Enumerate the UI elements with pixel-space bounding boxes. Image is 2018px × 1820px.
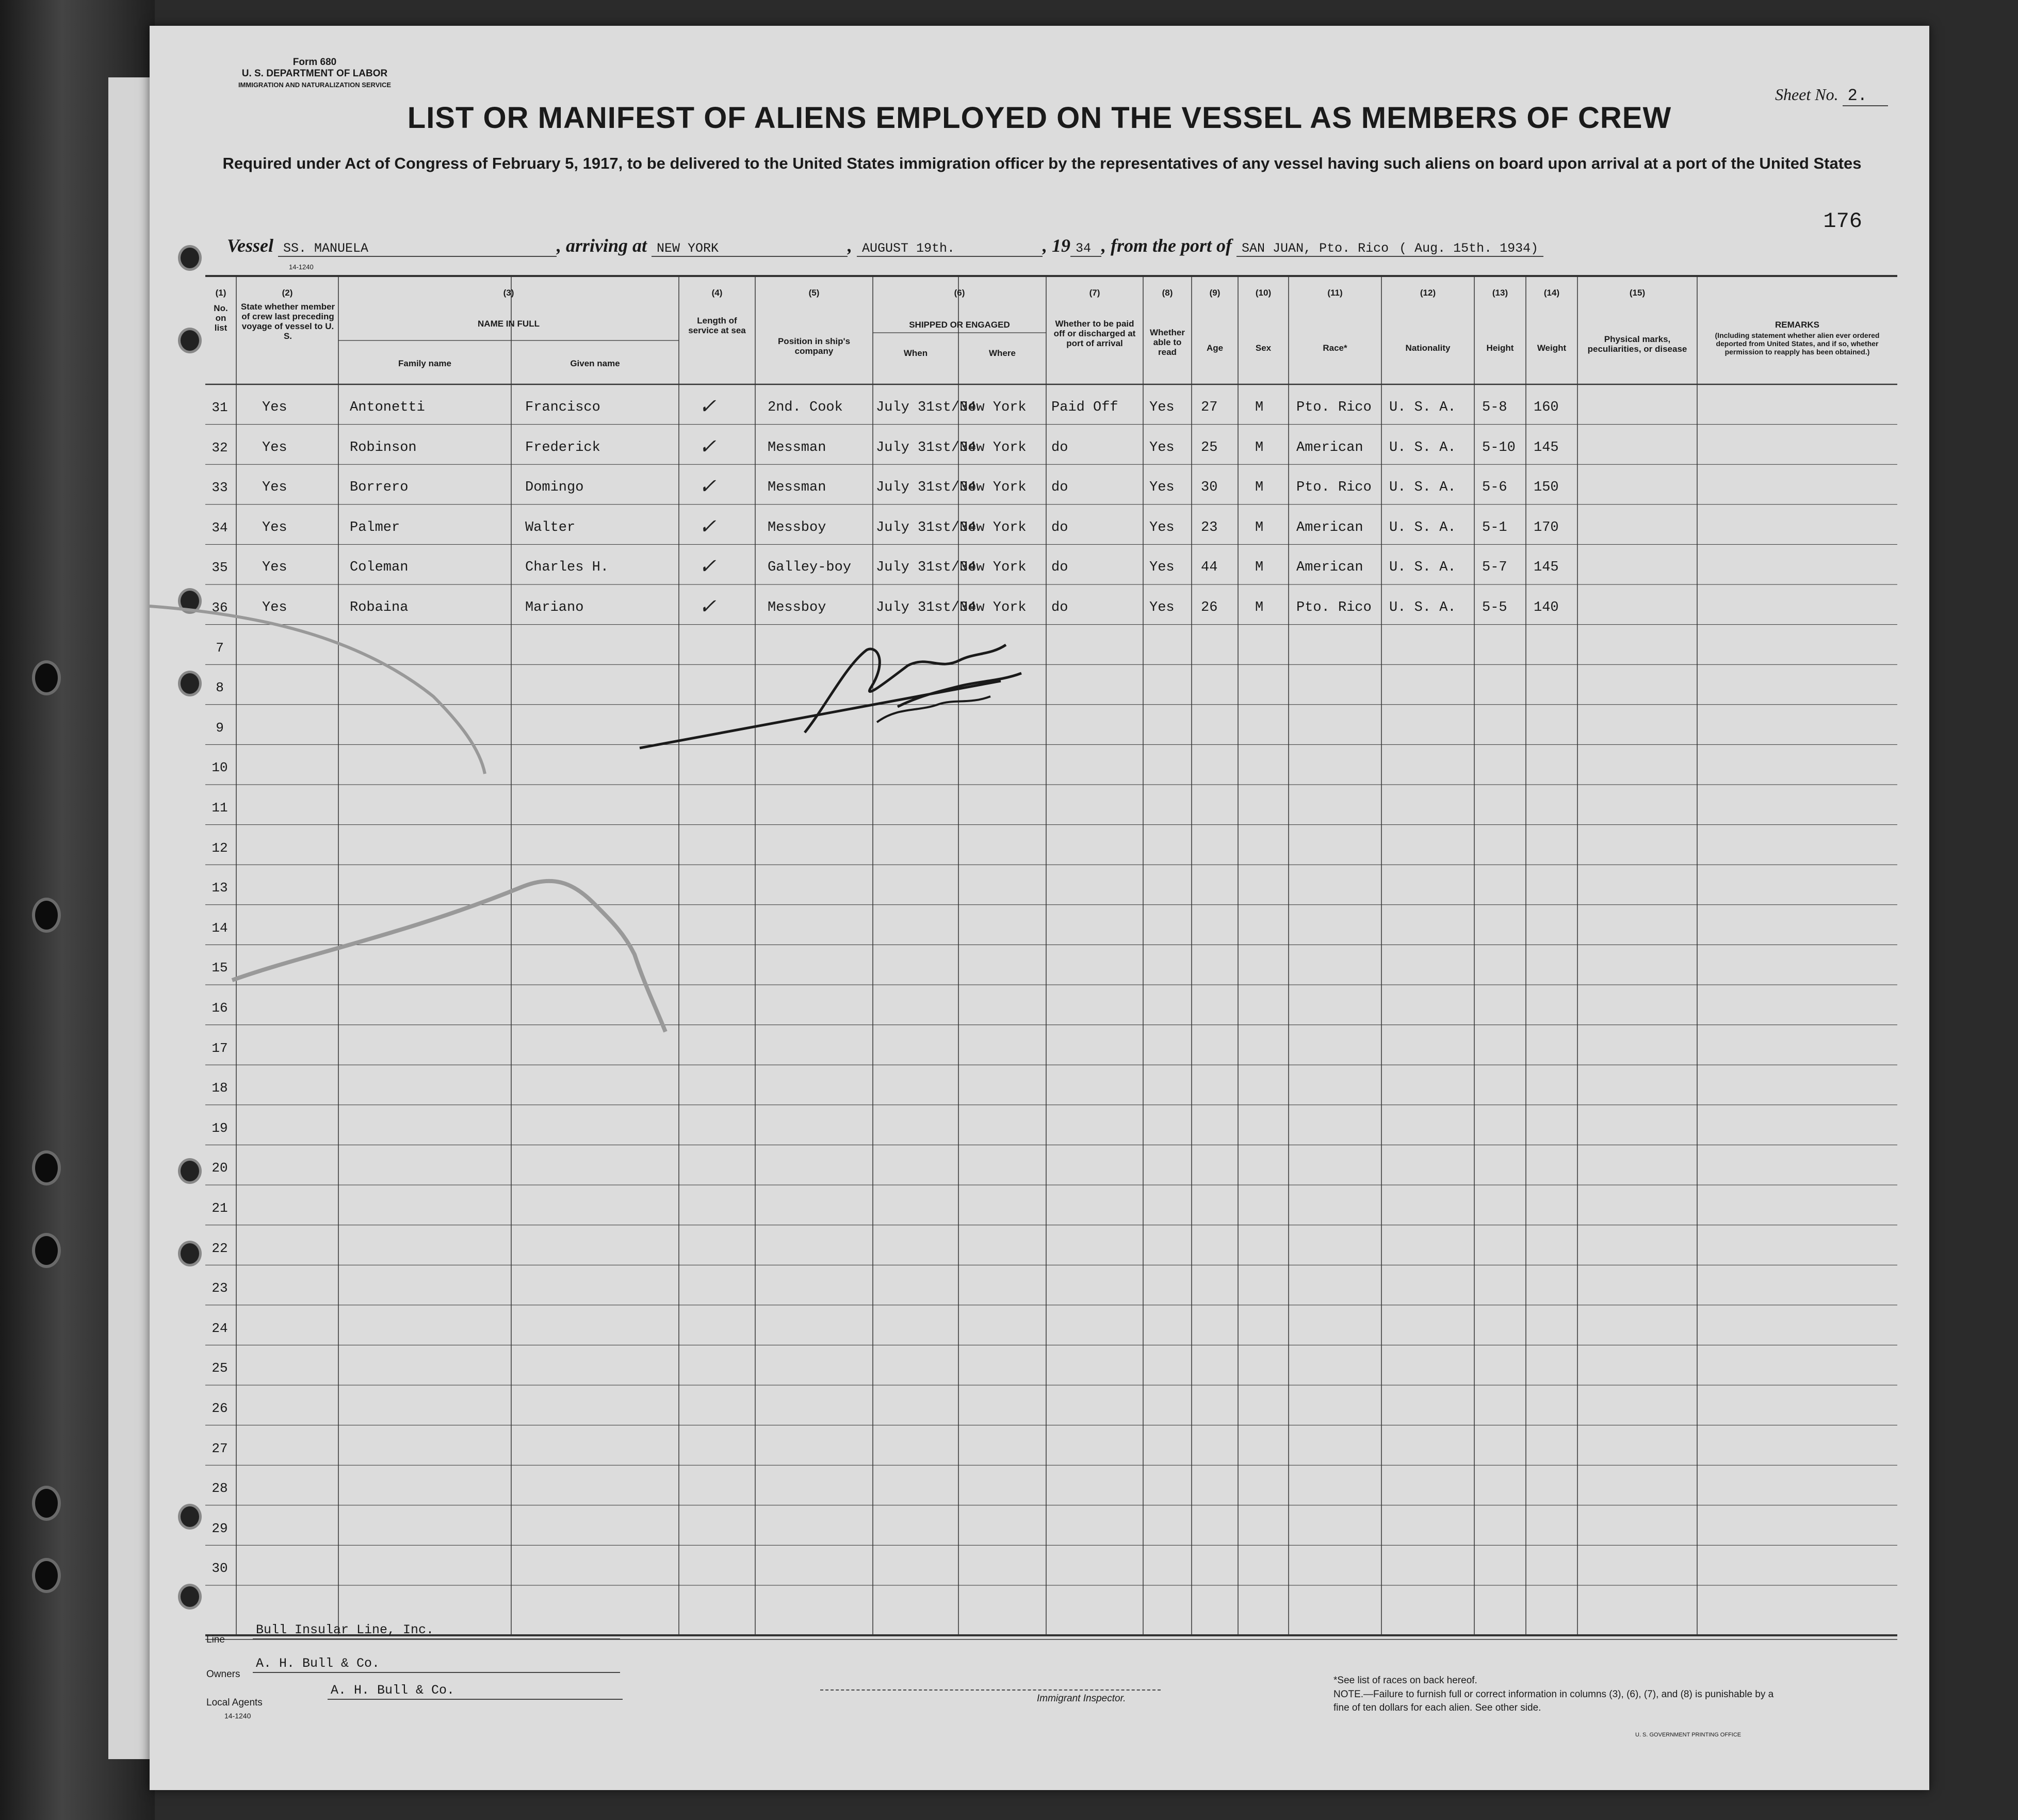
cell-height: 5-8 — [1482, 400, 1507, 415]
arriving-port: NEW YORK — [652, 241, 848, 257]
cell-weight: 145 — [1534, 440, 1559, 456]
col5-number: (5) — [808, 288, 820, 298]
row-number: 23 — [211, 1280, 228, 1296]
cell-age: 23 — [1201, 519, 1218, 535]
cell-sex: M — [1255, 480, 1264, 496]
cell-family-name: Coleman — [350, 560, 409, 576]
cell-weight: 170 — [1534, 519, 1559, 535]
form-code-top: 14-1240 — [289, 263, 314, 271]
row-number: 32 — [211, 440, 228, 456]
vessel-label: Vessel — [227, 235, 273, 256]
cell-family-name: Antonetti — [350, 400, 425, 415]
col5-header: Position in ship's company — [777, 336, 851, 356]
form-number: Form 680 — [292, 57, 337, 68]
cell-nationality: U. S. A. — [1389, 519, 1456, 535]
cell-weight: 145 — [1534, 560, 1559, 576]
cell-age: 27 — [1201, 400, 1218, 415]
owners-label: Owners — [206, 1669, 240, 1680]
row-number: 8 — [216, 680, 224, 696]
form-identifier — [206, 57, 423, 91]
paper-tear — [150, 593, 820, 1058]
cell-crew: Yes — [262, 440, 287, 456]
col3-number: (3) — [503, 288, 514, 298]
binder-hole — [32, 1233, 61, 1268]
races-note: *See list of races on back hereof. — [1333, 1675, 1477, 1686]
col9-header: Age — [1206, 343, 1224, 353]
cell-position: Messman — [768, 480, 826, 496]
row-number: 34 — [211, 519, 228, 535]
remarks-header: REMARKS — [1775, 320, 1819, 330]
punch-hole — [178, 328, 202, 353]
punch-hole — [178, 1241, 202, 1266]
cell-weight: 160 — [1534, 400, 1559, 415]
cell-age: 25 — [1201, 440, 1218, 456]
service-name: IMMIGRATION AND NATURALIZATION SERVICE — [238, 81, 392, 89]
agents-value: A. H. Bull & Co. — [328, 1683, 623, 1700]
sheet-label: Sheet No. — [1775, 85, 1838, 104]
cell-sex: M — [1255, 519, 1264, 535]
cell-weight: 150 — [1534, 480, 1559, 496]
check-mark-icon: ✓ — [697, 595, 721, 619]
cell-given-name: Francisco — [525, 400, 600, 415]
page-title: LIST OR MANIFEST OF ALIENS EMPLOYED ON THE VESSEL AS MEMBERS OF CREW — [407, 101, 1672, 135]
row-number: 22 — [211, 1240, 228, 1256]
cell-age: 44 — [1201, 560, 1218, 576]
col14-number: (14) — [1543, 288, 1560, 298]
page-subtitle: Required under Act of Congress of February 5, 1917, to be delivered to the United States immigration officer by the representatives of any vessel having such aliens on board upon arrival at a port of the United States — [222, 154, 1862, 172]
col2-number: (2) — [282, 288, 293, 298]
sheet-value: 2. — [1843, 86, 1888, 106]
from-port: SAN JUAN, Pto. Rico — [1236, 241, 1394, 257]
cell-age: 30 — [1201, 480, 1218, 496]
row-number: 33 — [211, 480, 228, 496]
cell-crew: Yes — [262, 400, 287, 415]
row-number: 25 — [211, 1360, 228, 1376]
cell-shipped-where: New York — [959, 600, 1027, 615]
cell-paid-off: do — [1051, 480, 1068, 496]
cell-race: Pto. Rico — [1296, 600, 1372, 615]
manifest-page — [150, 26, 1929, 1790]
inspector-label: Immigrant Inspector. — [1037, 1693, 1126, 1704]
departure-date: ( Aug. 15th. 1934) — [1394, 241, 1543, 257]
cell-family-name: Robinson — [350, 440, 417, 456]
row-number: 10 — [211, 760, 228, 776]
cell-race: American — [1296, 519, 1363, 535]
row-number: 26 — [211, 1401, 228, 1416]
row-number: 7 — [216, 640, 224, 656]
vessel-line: Vessel SS. MANUELA , arriving at NEW YORK , AUGUST 19th. , 19 34 , from the port of SAN JUAN, Pto. Rico ( Aug. 15th. 1934) — [227, 235, 1878, 257]
check-mark-icon: ✓ — [697, 434, 721, 459]
cell-given-name: Mariano — [525, 600, 584, 615]
cell-able-to-read: Yes — [1149, 400, 1175, 415]
col10-number: (10) — [1255, 288, 1272, 298]
col3-family-header: Family name — [398, 359, 451, 368]
cell-shipped-when: July 31st/34 — [876, 440, 977, 456]
cell-crew: Yes — [262, 480, 287, 496]
check-mark-icon: ✓ — [697, 475, 721, 499]
binder-hole — [32, 1150, 61, 1185]
year-suffix: 34 — [1070, 241, 1101, 257]
cell-height: 5-1 — [1482, 519, 1507, 535]
col4-header: Length of service at sea — [688, 316, 746, 335]
department-name: U. S. DEPARTMENT OF LABOR — [241, 68, 388, 79]
arriving-label: , arriving at — [557, 235, 647, 256]
col11-header: Race* — [1323, 343, 1347, 353]
cell-given-name: Charles H. — [525, 560, 609, 576]
cell-shipped-when: July 31st/34 — [876, 400, 977, 415]
cell-paid-off: do — [1051, 519, 1068, 535]
col12-header: Nationality — [1405, 343, 1451, 353]
row-number: 19 — [211, 1120, 228, 1136]
col3-given-header: Given name — [570, 359, 620, 368]
cell-able-to-read: Yes — [1149, 560, 1175, 576]
cell-race: American — [1296, 560, 1363, 576]
col1-number: (1) — [215, 288, 226, 298]
col8-number: (8) — [1162, 288, 1173, 298]
owners-value: A. H. Bull & Co. — [253, 1656, 620, 1673]
cell-height: 5-7 — [1482, 560, 1507, 576]
col11-number: (11) — [1327, 288, 1343, 298]
cell-position: Messman — [768, 440, 826, 456]
row-number: 16 — [211, 1000, 228, 1016]
cell-family-name: Robaina — [350, 600, 409, 615]
cell-position: Messboy — [768, 600, 826, 615]
cell-age: 26 — [1201, 600, 1218, 615]
cell-race: Pto. Rico — [1296, 480, 1372, 496]
cell-nationality: U. S. A. — [1389, 440, 1456, 456]
cell-nationality: U. S. A. — [1389, 600, 1456, 615]
cell-height: 5-10 — [1482, 440, 1516, 456]
agents-label: Local Agents — [206, 1697, 263, 1708]
check-mark-icon: ✓ — [697, 514, 721, 539]
cell-family-name: Palmer — [350, 519, 400, 535]
cell-sex: M — [1255, 400, 1264, 415]
cell-crew: Yes — [262, 560, 287, 576]
punch-hole — [178, 1584, 202, 1610]
inspector-line — [820, 1689, 1161, 1691]
cell-position: Messboy — [768, 519, 826, 535]
col13-number: (13) — [1492, 288, 1508, 298]
cell-nationality: U. S. A. — [1389, 400, 1456, 415]
col12-number: (12) — [1420, 288, 1436, 298]
cell-crew: Yes — [262, 519, 287, 535]
penalty-note: NOTE.—Failure to furnish full or correct information in columns (3), (6), (7), and (8) is punishable by a fine of ten dollars for each alien. See other side. — [1333, 1689, 1774, 1713]
row-number: 21 — [211, 1200, 228, 1216]
cell-able-to-read: Yes — [1149, 440, 1175, 456]
cell-position: 2nd. Cook — [768, 400, 843, 415]
agents-code: 14-1240 — [224, 1712, 251, 1720]
col9-number: (9) — [1209, 288, 1220, 298]
row-number: 27 — [211, 1440, 228, 1456]
binder-hole — [32, 1486, 61, 1521]
stamped-page-number: 176 — [1823, 209, 1862, 234]
cell-sex: M — [1255, 440, 1264, 456]
col7-number: (7) — [1089, 288, 1100, 298]
cell-shipped-where: New York — [959, 480, 1027, 496]
col3-header: NAME IN FULL — [478, 319, 540, 329]
col15-header: Physical marks, peculiarities, or disease — [1587, 334, 1687, 354]
row-number: 14 — [211, 920, 228, 936]
cell-position: Galley-boy — [768, 560, 852, 576]
col4-number: (4) — [711, 288, 723, 298]
cell-height: 5-6 — [1482, 480, 1507, 496]
cell-paid-off: do — [1051, 440, 1068, 456]
col8-header: Whether able to read — [1150, 328, 1185, 357]
col14-header: Weight — [1537, 343, 1567, 353]
check-mark-icon: ✓ — [697, 395, 721, 418]
cell-nationality: U. S. A. — [1389, 480, 1456, 496]
cell-sex: M — [1255, 600, 1264, 615]
cell-race: American — [1296, 440, 1363, 456]
cell-shipped-when: July 31st/34 — [876, 519, 977, 535]
cell-nationality: U. S. A. — [1389, 560, 1456, 576]
row-number: 9 — [216, 720, 224, 736]
line-value: Bull Insular Line, Inc. — [253, 1622, 620, 1639]
cell-able-to-read: Yes — [1149, 519, 1175, 535]
cell-shipped-when: July 31st/34 — [876, 480, 977, 496]
row-number: 20 — [211, 1160, 228, 1176]
col6-number: (6) — [954, 288, 965, 298]
row-number: 12 — [211, 840, 228, 856]
row-number: 36 — [211, 600, 228, 615]
col15-number: (15) — [1629, 288, 1646, 298]
row-number: 15 — [211, 960, 228, 976]
line-label: Line — [206, 1634, 225, 1645]
cell-height: 5-5 — [1482, 600, 1507, 615]
check-mark-icon: ✓ — [697, 555, 721, 579]
punch-hole — [178, 1504, 202, 1530]
row-number: 31 — [211, 400, 228, 415]
row-number: 17 — [211, 1040, 228, 1056]
col7-header: Whether to be paid off or discharged at port of arrival — [1053, 319, 1136, 348]
col6-where-header: Where — [989, 348, 1016, 358]
cell-shipped-where: New York — [959, 440, 1027, 456]
row-number: 28 — [211, 1481, 228, 1497]
cell-family-name: Borrero — [350, 480, 409, 496]
col10-header: Sex — [1255, 343, 1272, 353]
row-number: 18 — [211, 1080, 228, 1096]
binder-hole — [32, 1558, 61, 1593]
row-number: 35 — [211, 560, 228, 576]
printer-note: U. S. GOVERNMENT PRINTING OFFICE — [1635, 1732, 1742, 1738]
punch-hole — [178, 1158, 202, 1184]
arrival-date: AUGUST 19th. — [857, 241, 1043, 257]
cell-shipped-where: New York — [959, 400, 1027, 415]
col6-when-header: When — [903, 348, 928, 358]
row-number: 11 — [211, 800, 228, 816]
row-number: 13 — [211, 880, 228, 896]
cell-paid-off: do — [1051, 600, 1068, 615]
cell-crew: Yes — [262, 600, 287, 615]
from-label: , from the port of — [1101, 235, 1232, 256]
row-number: 29 — [211, 1520, 228, 1536]
binder-hole — [32, 898, 61, 933]
cell-given-name: Domingo — [525, 480, 584, 496]
binder-hole — [32, 660, 61, 695]
remarks-note: (Including statement whether alien ever ordered deported from United States, and if so, whether permission to reapply has been obtained.) — [1715, 331, 1880, 356]
col1-header: No. on list — [214, 303, 228, 333]
cell-sex: M — [1255, 560, 1264, 576]
cell-shipped-where: New York — [959, 560, 1027, 576]
punch-hole — [178, 245, 202, 271]
cell-paid-off: Paid Off — [1051, 400, 1118, 415]
cell-shipped-when: July 31st/34 — [876, 560, 977, 576]
col13-header: Height — [1486, 343, 1514, 353]
vessel-name: SS. MANUELA — [278, 241, 557, 257]
cell-weight: 140 — [1534, 600, 1559, 615]
cell-shipped-when: July 31st/34 — [876, 600, 977, 615]
col6-header: SHIPPED OR ENGAGED — [909, 320, 1010, 330]
col2-header: State whether member of crew last preceding voyage of vessel to U. S. — [240, 302, 335, 341]
cell-shipped-where: New York — [959, 519, 1027, 535]
row-number: 30 — [211, 1561, 228, 1577]
year-prefix: 19 — [1052, 235, 1071, 256]
cell-paid-off: do — [1051, 560, 1068, 576]
cell-race: Pto. Rico — [1296, 400, 1372, 415]
cell-given-name: Walter — [525, 519, 576, 535]
row-number: 24 — [211, 1320, 228, 1336]
cell-able-to-read: Yes — [1149, 480, 1175, 496]
cell-able-to-read: Yes — [1149, 600, 1175, 615]
cell-given-name: Frederick — [525, 440, 600, 456]
